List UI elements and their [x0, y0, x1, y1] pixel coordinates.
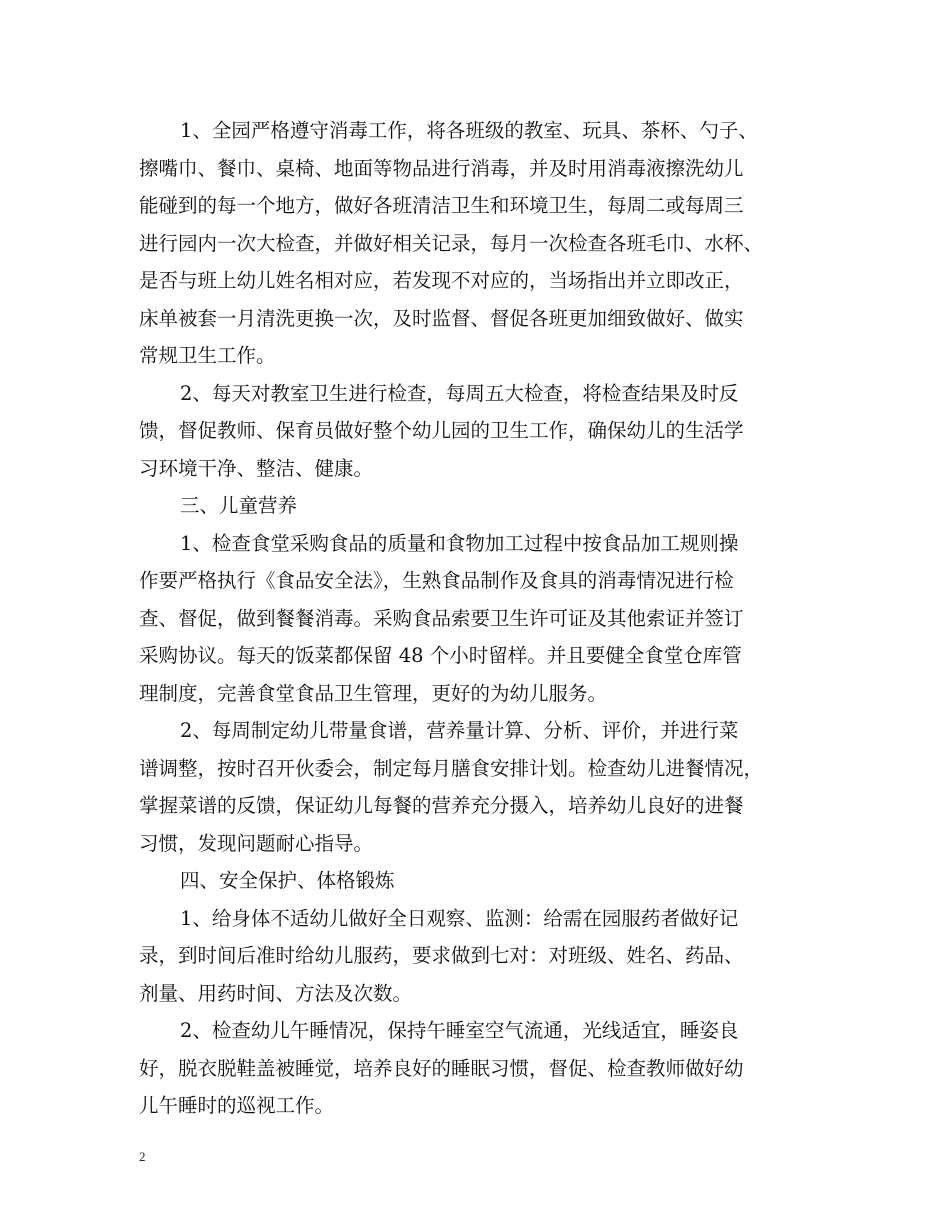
paragraph-line: 是否与班上幼儿姓名相对应，若发现不对应的，当场指出并立即改正，	[139, 269, 744, 292]
paragraph-line: 床单被套一月清洗更换一次，及时监督、督促各班更加细致做好、做实	[139, 306, 744, 330]
section-heading: 三、儿童营养	[180, 494, 298, 517]
paragraph-line: 常规卫生工作。	[139, 344, 276, 367]
page-number: 2	[139, 1149, 146, 1164]
paragraph-line: 1、给身体不适幼儿做好全日观察、监测：给需在园服药者做好记	[180, 906, 739, 930]
paragraph-line: 录，到时间后准时给幼儿服药，要求做到七对：对班级、姓名、药品、	[139, 944, 744, 967]
paragraph-line: 习环境干净、整洁、健康。	[139, 456, 374, 480]
paragraph-line: 剂量、用药时间、方法及次数。	[139, 981, 413, 1005]
paragraph-line: 擦嘴巾、餐巾、桌椅、地面等物品进行消毒，并及时用消毒液擦洗幼儿	[139, 156, 744, 180]
paragraph-line: 理制度，完善食堂食品卫生管理，更好的为幼儿服务。	[139, 681, 608, 705]
document-body	[139, 112, 825, 1125]
paragraph-line: 1、检查食堂采购食品的质量和食物加工过程中按食品加工规则操	[180, 531, 739, 555]
paragraph-line: 好，脱衣脱鞋盖被睡觉，培养良好的睡眠习惯，督促、检查教师做好幼	[139, 1056, 744, 1080]
paragraph-line: 进行园内一次大检查，并做好相关记录，每月一次检查各班毛巾、水杯、	[139, 231, 764, 255]
paragraph-line: 1、全园严格遵守消毒工作，将各班级的教室、玩具、茶杯、勺子、	[180, 119, 758, 142]
paragraph-line: 2、检查幼儿午睡情况，保持午睡室空气流通，光线适宜，睡姿良	[180, 1019, 739, 1042]
section-heading: 四、安全保护、体格锻炼	[180, 869, 395, 892]
paragraph-line: 作要严格执行《食品安全法》，生熟食品制作及食具的消毒情况进行检	[139, 569, 734, 592]
paragraph-line: 采购协议。每天的饭菜都保留 48 个小时留样。并且要健全食堂仓库管	[139, 644, 742, 667]
paragraph-line: 2、每天对教室卫生进行检查，每周五大检查，将检查结果及时反	[180, 381, 739, 405]
paragraph-line: 馈，督促教师、保育员做好整个幼儿园的卫生工作，确保幼儿的生活学	[139, 419, 744, 442]
paragraph-line: 习惯，发现问题耐心指导。	[139, 831, 374, 855]
paragraph-line: 掌握菜谱的反馈，保证幼儿每餐的营养充分摄入，培养幼儿良好的进餐	[139, 794, 744, 817]
paragraph-line: 2、每周制定幼儿带量食谱，营养量计算、分析、评价，并进行菜	[180, 719, 739, 742]
paragraph-line: 儿午睡时的巡视工作。	[139, 1094, 335, 1117]
paragraph-line: 谱调整，按时召开伙委会，制定每月膳食安排计划。检查幼儿进餐情况，	[139, 756, 764, 780]
paragraph-line: 查、督促，做到餐餐消毒。采购食品索要卫生许可证及其他索证并签订	[139, 606, 744, 630]
paragraph-line: 能碰到的每一个地方，做好各班清洁卫生和环境卫生，每周二或每周三	[139, 194, 744, 217]
